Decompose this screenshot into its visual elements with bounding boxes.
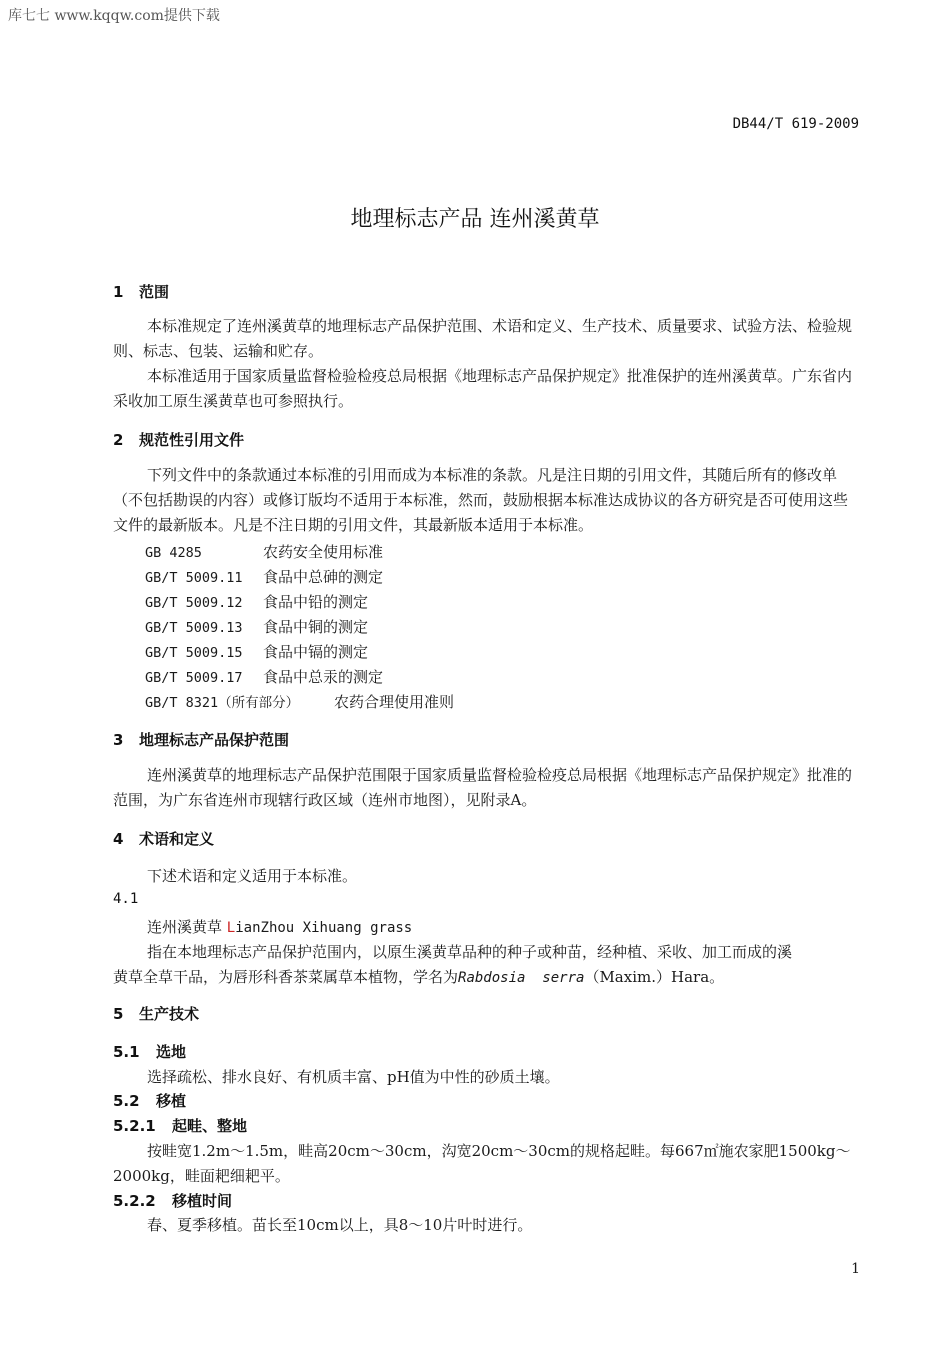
- section-3-heading: [113, 729, 289, 750]
- section-5-heading: [113, 1003, 199, 1024]
- section-2-paragraph-1: 下列文件中的条款通过本标准的引用而成为本标准的条款。凡是注日期的引用文件，其随后所有的修改单（不包括勘误的内容）或修订版均不适用于本标准，然而，鼓励根据本标准达成协议的各方研究是否可使用这些文件的最新版本。凡是不注日期的引用文件，其最新版本适用于本标准。: [113, 466, 849, 534]
- section-4-paragraph-1: 下述术语和定义适用于本标准。: [147, 867, 358, 885]
- reference-item: GB/T 5009.15 食品中镉的测定: [145, 643, 369, 661]
- subsection-5-1-heading: 5.1 选地: [113, 1043, 187, 1061]
- section-number: 4: [113, 830, 124, 848]
- subsection-5-2-1-heading: 5.2.1 起畦、整地: [113, 1117, 248, 1135]
- term-definition-line-2: 黄草全草干品，为唇形科香茶菜属草本植物，学名为Rabdosia serra（Maxim.）Hara。: [113, 968, 725, 986]
- reference-item: GB/T 5009.11 食品中总砷的测定: [145, 568, 384, 586]
- subsection-4-1-number: 4.1: [113, 891, 139, 907]
- section-3-paragraph-1: 连州溪黄草的地理标志产品保护范围限于国家质量监督检验检疫总局根据《地理标志产品保护规定》批准的范围，为广东省连州市现辖行政区域（连州市地图），见附录A。: [113, 766, 853, 809]
- subsection-5-2-1-line-1: 按畦宽1.2m～1.5m，畦高20cm～30cm，沟宽20cm～30cm的规格起畦。每667㎡施农家肥1500kg～: [147, 1142, 851, 1160]
- reference-item: GB/T 8321（所有部分） 农药合理使用准则: [145, 693, 455, 711]
- section-1-heading: [113, 281, 169, 302]
- term-definition-line-1: 指在本地理标志产品保护范围内，以原生溪黄草品种的种子或种苗，经种植、采收、加工而成的溪: [147, 943, 793, 961]
- section-title: 生产技术: [139, 1005, 200, 1023]
- page-title: 地理标志产品 连州溪黄草: [350, 207, 600, 232]
- section-title: 范围: [139, 283, 170, 301]
- section-2-heading: [113, 429, 244, 450]
- subsection-5-2-2-heading: 5.2.2 移植时间: [113, 1192, 233, 1210]
- section-4-heading: [113, 828, 214, 849]
- section-number: 5: [113, 1005, 124, 1023]
- section-title: 规范性引用文件: [139, 431, 245, 449]
- reference-item: GB/T 5009.17 食品中总汞的测定: [145, 668, 384, 686]
- section-title: 术语和定义: [139, 830, 215, 848]
- section-number: 3: [113, 731, 124, 749]
- section-1-paragraph-2: 本标准适用于国家质量监督检验检疫总局根据《地理标志产品保护规定》批准保护的连州溪黄草。广东省内采收加工原生溪黄草也可参照执行。: [113, 367, 853, 410]
- term-entry: [147, 916, 412, 937]
- term-chinese: 连州溪黄草: [147, 918, 223, 936]
- subsection-5-2-2-text: 春、夏季移植。苗长至10cm以上，具8～10片叶时进行。: [147, 1216, 533, 1234]
- subsection-5-1-text: 选择疏松、排水良好、有机质丰富、pH值为中性的砂质土壤。: [147, 1068, 560, 1086]
- reference-item: GB/T 5009.13 食品中铜的测定: [145, 618, 369, 636]
- section-number: 1: [113, 283, 124, 301]
- document-number: DB44/T 619-2009: [732, 116, 859, 132]
- reference-item: GB/T 5009.12 食品中铅的测定: [145, 593, 369, 611]
- page-number: 1: [851, 1261, 860, 1277]
- section-1-paragraph-1: 本标准规定了连州溪黄草的地理标志产品保护范围、术语和定义、生产技术、质量要求、试验方法、检验规则、标志、包装、运输和贮存。: [113, 317, 853, 360]
- term-english: LianZhou Xihuang grass: [226, 920, 413, 936]
- watermark-text: 库七七 www.kqqw.com提供下载: [8, 8, 220, 24]
- latin-name: Rabdosia serra: [458, 970, 585, 986]
- reference-item: GB 4285 农药安全使用标准: [145, 543, 384, 561]
- section-title: 地理标志产品保护范围: [139, 731, 290, 749]
- section-number: 2: [113, 431, 124, 449]
- subsection-5-2-heading: 5.2 移植: [113, 1092, 187, 1110]
- subsection-5-2-1-line-2: 2000kg，畦面耙细耙平。: [113, 1167, 290, 1185]
